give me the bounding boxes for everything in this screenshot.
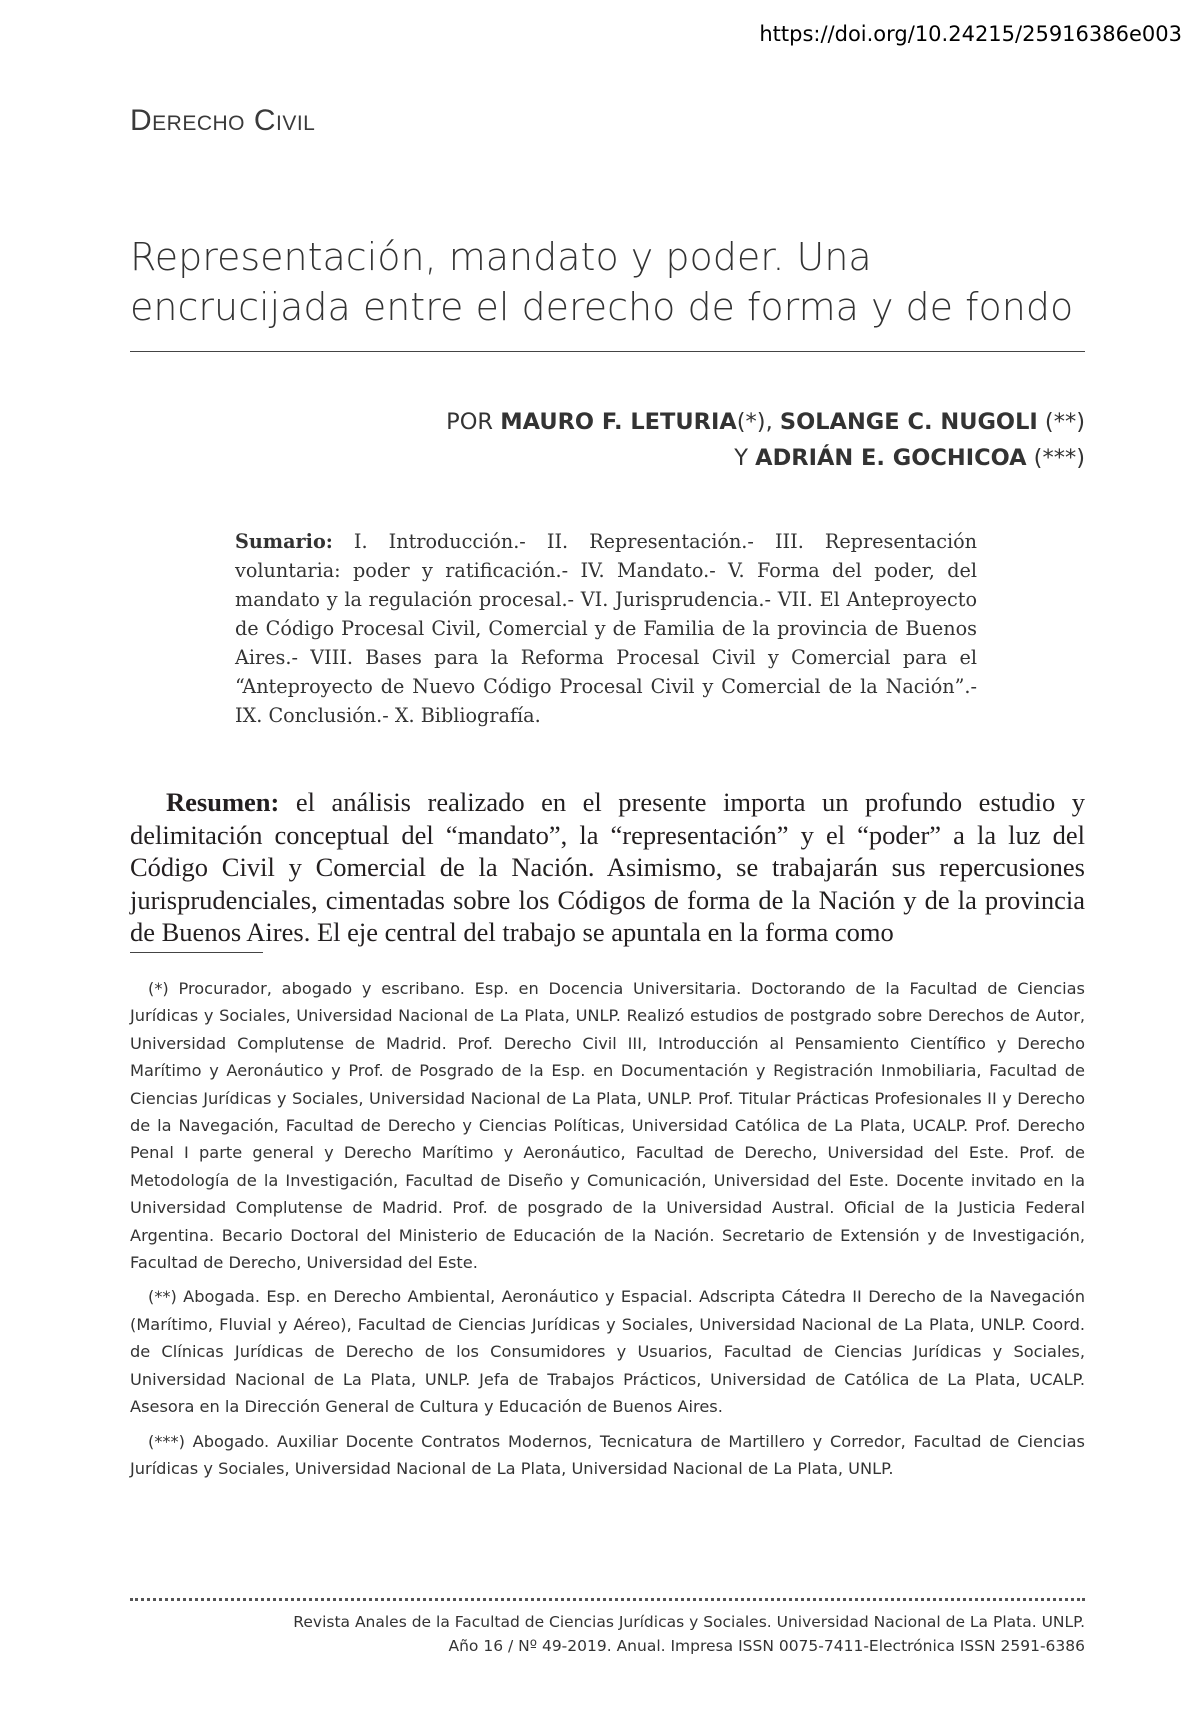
footnote: (**) Abogada. Esp. en Derecho Ambiental, Aeronáutico y Espacial. Adscripta Cátedra II Derecho de la Navegación (Marítimo, Fluvial y Aéreo), Facultad de Ciencias Jurídicas y Sociales, Universidad Nacional de La Plata, UNLP. Coord. de Clínicas Jurídicas de Derecho de los Consumidores y Usuarios, Facultad de Ciencias Jurídicas y Sociales, Universidad Nacional de La Plata, UNLP. Jefa de Trabajos Prácticos, Universidad de Católica de La Plata, UCALP. Asesora en la Dirección General de Cultura y Educación de Buenos Aires. [130,1287,1085,1417]
author-footnote-mark: (*), [736,409,780,435]
author-footnote-mark: (**) [1037,409,1085,435]
title-divider [130,351,1085,352]
summary-text: I. Introducción.- II. Representación.- III. Representación voluntaria: poder y ratificación.- IV. Mandato.- V. Forma del poder, del mandato y la regulación procesal.- VI. Jurisprudencia.- VII. El Anteproyecto de Código Procesal Civil, Comercial y de Familia de la provincia de Buenos Aires.- VIII. Bases para la Reforma Procesal Civil y Comercial para el “Anteproyecto de Nuevo Código Procesal Civil y Comercial de la Nación”.- IX. Conclusión.- X. Bibliografía. [235,530,977,727]
journal-line: Revista Anales de la Facultad de Ciencias Jurídicas y Sociales. Universidad Nacional de La Plata. UNLP. [293,1613,1085,1631]
byline [185,404,1085,476]
footnote-divider [130,952,263,953]
abstract-paragraph [130,786,1085,949]
doi-link[interactable]: https://doi.org/10.24215/25916386e003 [759,22,1182,46]
journal-footer [130,1610,1085,1658]
author-name: MAURO F. LETURIA [500,409,737,435]
summary-block [235,527,977,730]
author-name: ADRIÁN E. GOCHICOA [755,445,1027,471]
footer-dotted-divider [130,1598,1085,1601]
byline-y: Y [734,445,748,471]
byline-line-1 [185,404,1085,440]
article-title: Representación, mandato y poder. Una encrucijada entre el derecho de forma y de fondo [130,235,1074,329]
byline-line-2 [185,440,1085,476]
abstract-text: el análisis realizado en el presente importa un profundo estudio y delimitación conceptual del “mandato”, la “representación” y el “poder” a la luz del Código Civil y Comercial de la Nación. Asimismo, se trabajarán sus repercusiones jurisprudenciales, cimentadas sobre los Códigos de forma de la Nación y de la provincia de Buenos Aires. El eje central del trabajo se apuntala en la forma como [130,787,1085,947]
byline-por: POR [446,409,494,435]
footnotes [130,975,1085,1489]
section-heading: Derecho Civil [130,104,316,137]
footnote: (***) Abogado. Auxiliar Docente Contratos Modernos, Tecnicatura de Martillero y Corredor, Facultad de Ciencias Jurídicas y Sociales, Universidad Nacional de La Plata, Universidad Nacional de La Plata, UNLP. [130,1431,1085,1478]
footnote: (*) Procurador, abogado y escribano. Esp. en Docencia Universitaria. Doctorando de la Facultad de Ciencias Jurídicas y Sociales, Universidad Nacional de La Plata, UNLP. Realizó estudios de postgrado sobre Derechos de Autor, Universidad Complutense de Madrid. Prof. Derecho Civil III, Introducción al Pensamiento Científico y Derecho Marítimo y Aeronáutico y Prof. de Posgrado de la Esp. en Documentación y Registración Inmobiliaria, Facultad de Ciencias Jurídicas y Sociales, Universidad Nacional de La Plata, UNLP. Prof. Titular Prácticas Profesionales II y Derecho de la Navegación, Facultad de Derecho y Ciencias Políticas, Universidad Católica de La Plata, UCALP. Prof. Derecho Penal I parte general y Derecho Marítimo y Aeronáutico, Facultad de Derecho, Universidad del Este. Prof. de Metodología de la Investigación, Facultad de Diseño y Comunicación, Universidad del Este. Docente invitado en la Universidad Complutense de Madrid. Prof. de posgrado de la Universidad Austral. Oficial de la Justicia Federal Argentina. Becario Doctoral del Ministerio de Educación de la Nación. Secretario de Extensión y de Investigación, Facultad de Derecho, Universidad del Este. [130,979,1085,1273]
summary-label: Sumario: [235,530,333,553]
journal-line: Año 16 / Nº 49-2019. Anual. Impresa ISSN 0075-7411-Electrónica ISSN 2591-6386 [448,1637,1085,1655]
abstract-label: Resumen: [166,787,280,817]
author-name: SOLANGE C. NUGOLI [779,409,1038,435]
author-footnote-mark: (***) [1026,445,1085,471]
